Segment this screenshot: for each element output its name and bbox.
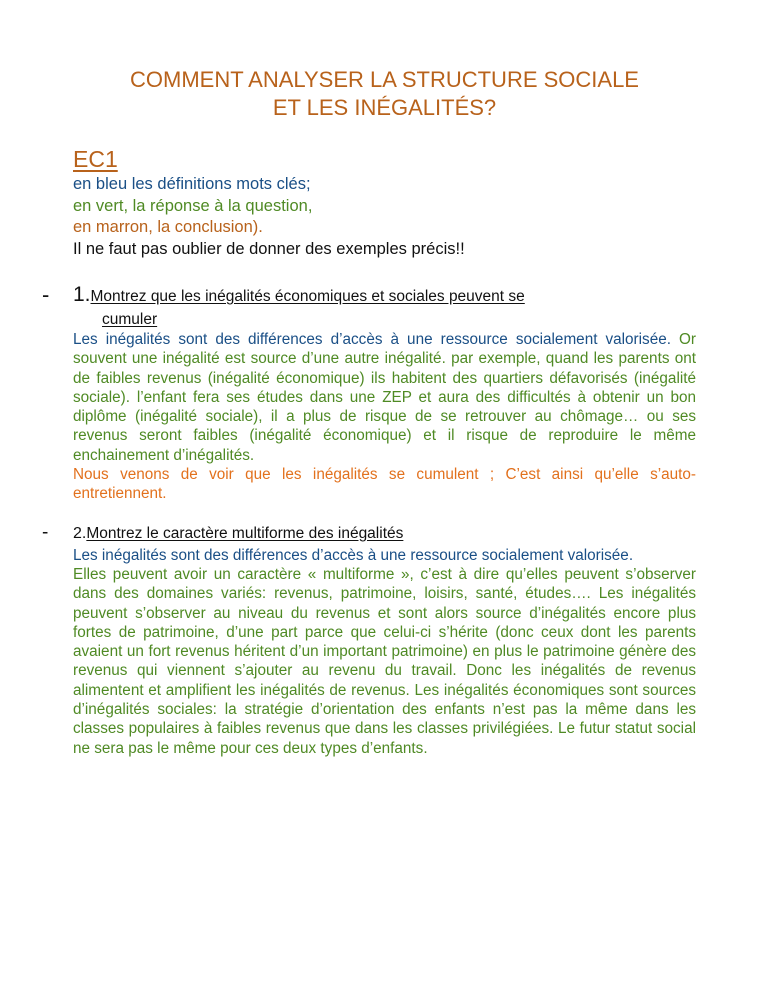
- section-1-heading: [42, 282, 696, 330]
- ec1-heading: EC1: [73, 146, 118, 172]
- section-1-title-line-2: cumuler: [102, 311, 158, 328]
- section-2-title: Montrez le caractère multiforme des inégalités: [86, 524, 404, 542]
- legend-reminder: Il ne faut pas oublier de donner des exemples précis!!: [73, 239, 465, 258]
- section-1-body: [73, 330, 696, 504]
- bullet-dash: -: [42, 282, 50, 307]
- title-line-1: COMMENT ANALYSER LA STRUCTURE SOCIALE: [130, 67, 639, 92]
- section-1-definition: Les inégalités sont des différences d’accès à une ressource socialement valorisée.: [73, 331, 671, 348]
- section-1-answer: Or souvent une inégalité est source d’une autre inégalité. par exemple, quand les parents ont de faibles revenus (inégalité économique) ils habitent des quartiers défavorisés (inégalité sociale). l’enfant fera ses études dans une ZEP et aura des difficultés à obtenir un bon diplôme (inégalité sociale), il a plus de risque de se retrouver au chômage… ou ses revenus seront faibles (inégalité économique) et il risque de reproduire le même enchainement d’inégalités.: [73, 331, 696, 464]
- section-2-heading: [42, 521, 696, 544]
- legend-brown: en marron, la conclusion).: [73, 218, 263, 236]
- section-2-body: [73, 546, 696, 758]
- section-1-number: 1.: [73, 283, 91, 306]
- section-2-number: 2.: [73, 524, 87, 542]
- section-2-definition: Les inégalités sont des différences d’accès à une ressource socialement valorisée.: [73, 546, 634, 564]
- page-title: [73, 66, 696, 122]
- section-1-title-line-1: Montrez que les inégalités économiques et sociales peuvent se: [90, 288, 525, 305]
- legend-green: en vert, la réponse à la question,: [73, 196, 313, 215]
- legend-blue: en bleu les définitions mots clés;: [73, 175, 311, 193]
- color-legend: [73, 174, 696, 260]
- title-line-2: ET LES INÉGALITÉS?: [272, 95, 497, 120]
- section-1-conclusion: Nous venons de voir que les inégalités se cumulent ; C’est ainsi qu’elle s’auto-entretiennent.: [73, 466, 696, 503]
- bullet-dash: -: [42, 521, 49, 543]
- document-page: [42, 0, 696, 758]
- section-2-answer: Elles peuvent avoir un caractère « multiforme », c’est à dire qu’elles peuvent s’observer dans des domaines variés: revenus, patrimoine, loisirs, santé, études…. Les inégalités peuvent s’observer au niveau du revenus et sont alors source d’inégalités encore plus fortes de patrimoine, d’une part parce que celui-ci s’hérite (donc ceux dont les parents avaient un fort revenus héritent d’un important patrimoine) en plus le patrimoine génère des revenus qui viennent s’ajouter au revenu du travail. Donc les inégalités de revenus alimentent et amplifient les inégalités de revenus. Les inégalités économiques sont sources d’inégalités sociales: la stratégie d’orientation des enfants n’est pas la même dans les classes populaires à faibles revenus que dans les classes privilégiées. Le futur statut social ne sera pas le même pour ces deux types d’enfants.: [73, 565, 696, 757]
